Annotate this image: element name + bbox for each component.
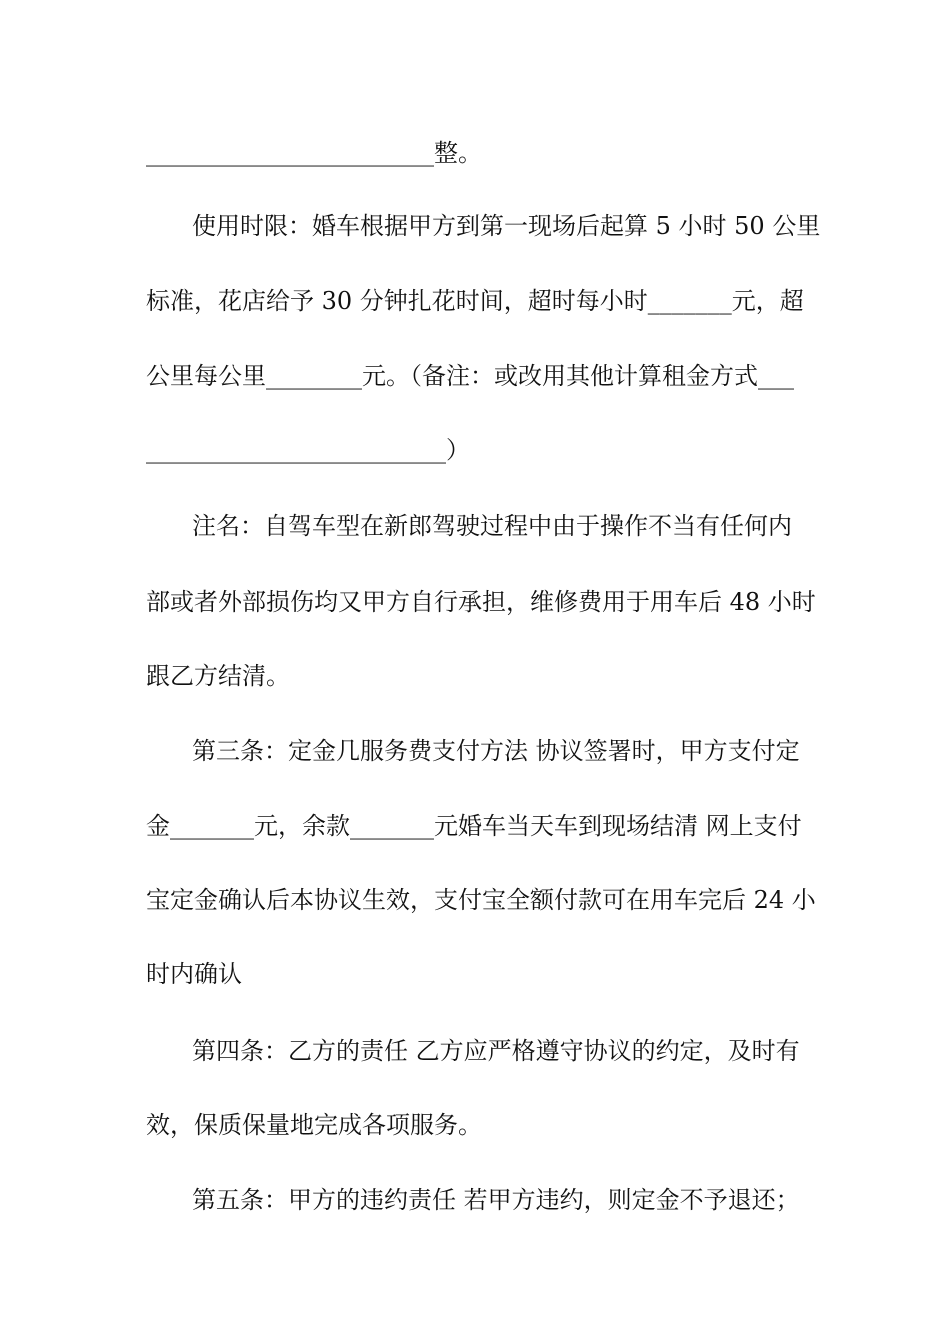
text-line: 标准，花店给予 30 分钟扎花时间，超时每小时_______元，超 [146,287,804,315]
paragraph-note: 注名：自驾车型在新郎驾驶过程中由于操作不当有任何内 [192,512,792,540]
text-line: ________________________整。 [146,139,482,167]
text-line: 跟乙方结清。 [146,662,290,690]
paragraph-usage-time: 使用时限：婚车根据甲方到第一现场后起算 5 小时 50 公里 [192,212,821,240]
text-line: 金_______元，余款_______元婚车当天车到现场结清 网上支付 [146,812,802,840]
paragraph-article-4: 第四条：乙方的责任 乙方应严格遵守协议的约定，及时有 [192,1037,800,1065]
text-line: _________________________） [146,436,470,464]
paragraph-article-3: 第三条：定金几服务费支付方法 协议签署时，甲方支付定 [192,737,800,765]
text-line: 部或者外部损伤均又甲方自行承担，维修费用于用车后 48 小时 [146,588,816,616]
text-line: 效，保质保量地完成各项服务。 [146,1111,482,1139]
text-line: 宝定金确认后本协议生效，支付宝全额付款可在用车完后 24 小 [146,886,816,914]
text-line: 公里每公里________元。（备注：或改用其他计算租金方式___ [146,362,794,390]
text-line: 时内确认 [146,960,242,988]
paragraph-article-5: 第五条：甲方的违约责任 若甲方违约，则定金不予退还； [192,1186,800,1214]
